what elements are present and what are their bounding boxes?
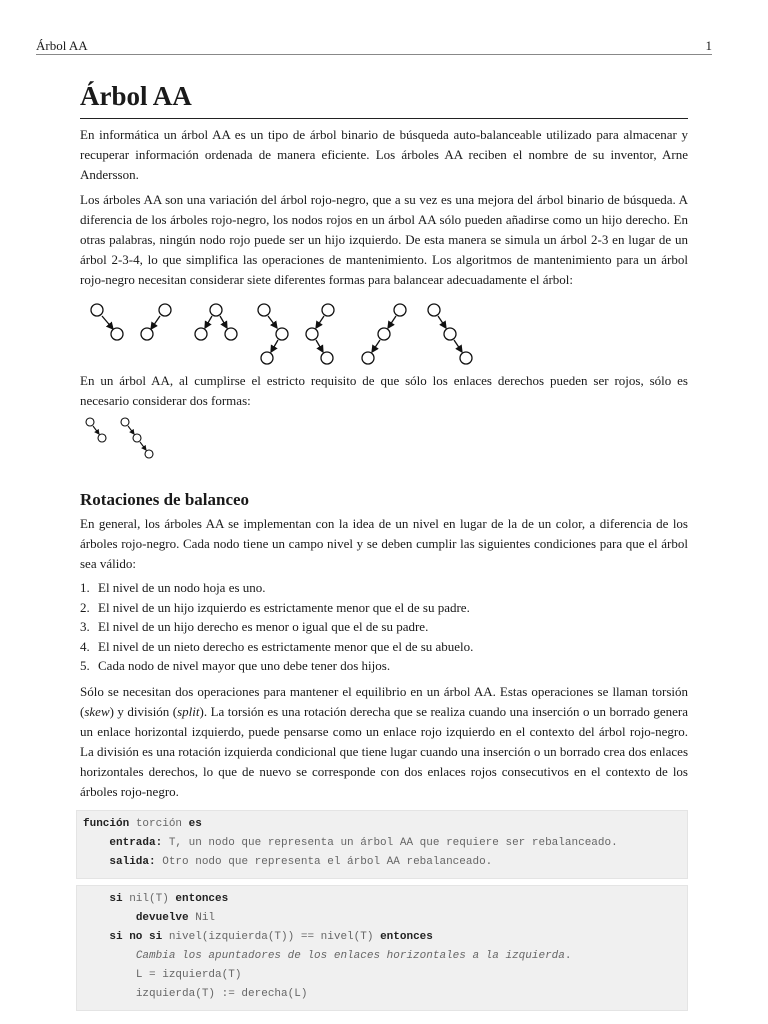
running-title: Árbol AA bbox=[36, 38, 88, 53]
operations-paragraph: Sólo se necesitan dos operaciones para mantener el equilibrio en un árbol AA. Estas operaciones se llaman torsión (skew) y división (split). La torsión es una rotación derecha que se realiza cuando una inserción o un borrado genera un enlace horizontal izquierdo, puede pensarse como un enlace rojo izquierdo en el contexto del árbol rojo-negro. La división es una rotación izquierda condicional que tiene lugar cuando una inserción o un borrado crea dos enlaces horizontales derechos, lo que de nuevo se corresponde con dos enlaces rojos consecutivos en el contexto de los árboles rojo-negro. bbox=[80, 683, 688, 799]
list-item: 3. El nivel de un hijo derecho es menor o igual que el de su padre. bbox=[80, 619, 429, 634]
two-forms-figure bbox=[80, 417, 688, 465]
running-header bbox=[36, 30, 712, 55]
page-number: 1 bbox=[705, 38, 712, 53]
section-intro-paragraph: En general, los árboles AA se implementan con la idea de un nivel en lugar de la de un color, a diferencia de los árboles rojo-negro. Cada nodo tiene un campo nivel y se deben cumplir las siguientes condiciones para que el árbol sea válido: bbox=[80, 516, 688, 571]
list-item: 5. Cada nodo de nivel mayor que uno debe tener dos hijos. bbox=[80, 658, 391, 673]
section-heading: Rotaciones de balanceo bbox=[80, 490, 250, 509]
two-forms-paragraph: En un árbol AA, al cumplirse el estricto requisito de que sólo los enlaces derechos pueden ser rojos, sólo es necesario considerar dos formas: bbox=[80, 373, 688, 408]
list-item: 2. El nivel de un hijo izquierdo es estrictamente menor que el de su padre. bbox=[80, 599, 470, 615]
list-item: 4. El nivel de un nieto derecho es estrictamente menor que el de su abuelo. bbox=[80, 638, 474, 654]
intro-paragraph: En informática un árbol AA es un tipo de árbol binario de búsqueda auto-balanceable utilizado para almacenar y recuperar información ordenada de manera eficiente. Los árboles AA reciben el nombre de su inventor, Arne Andersson. bbox=[80, 127, 688, 182]
variation-paragraph: Los árboles AA son una variación del árbol rojo-negro, que a su vez es una mejora del árbol binario de búsqueda. A diferencia de los árboles rojo-negro, los nodos rojos en un árbol AA sólo pueden añadirse como un hijo derecho. En otras palabras, ningún nodo rojo puede ser un hijo izquierdo. De esta manera se simula un árbol 2-3 en lugar de un árbol 2-3-4, lo que simplifica las operaciones de mantenimiento. Los algoritmos de mantenimiento para un árbol rojo-negro necesitan considerar siete diferentes formas para balancear adecuadamente el árbol: bbox=[80, 192, 688, 287]
two-forms-diagram bbox=[80, 417, 170, 465]
seven-forms-diagram bbox=[80, 298, 480, 366]
skew-term: skew bbox=[84, 703, 110, 719]
list-item: 1. El nivel de un nodo hoja es uno. bbox=[80, 580, 266, 595]
conditions-list bbox=[80, 578, 688, 676]
page-title: Árbol AA bbox=[80, 80, 688, 119]
article bbox=[80, 80, 688, 1011]
code-block-header: función torción es entrada: T, un nodo que representa un árbol AA que requiere ser rebalanceado. salida: Otro nodo que representa el árbol AA rebalanceado. bbox=[76, 810, 688, 879]
seven-forms-figure bbox=[80, 298, 688, 366]
code-block-body: si nil(T) entonces devuelve Nil si no si nivel(izquierda(T)) == nivel(T) entonces Cambia los apuntadores de los enlaces horizontales a la izquierda. L = izquierda(T) izquierda(T) := derecha(L) bbox=[76, 885, 688, 1011]
split-term: split bbox=[177, 703, 200, 719]
